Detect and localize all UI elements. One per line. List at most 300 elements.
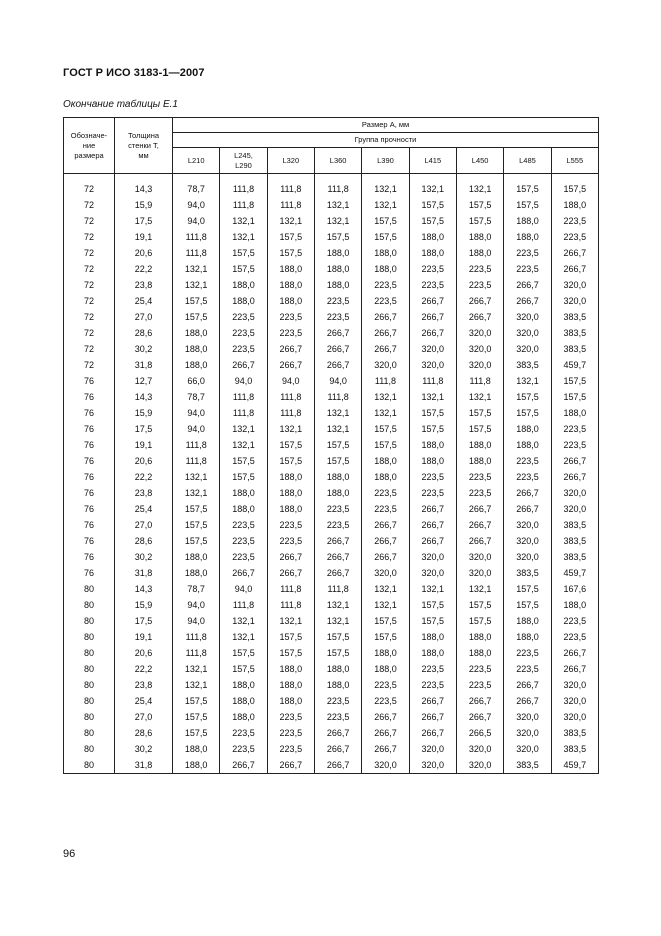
size-cell: 72 xyxy=(64,261,115,277)
value-cell: 188,0 xyxy=(267,469,314,485)
table-row xyxy=(64,501,599,517)
value-cell: 157,5 xyxy=(173,693,220,709)
value-cell: 223,5 xyxy=(456,277,503,293)
table-row xyxy=(64,229,599,245)
value-cell: 157,5 xyxy=(409,597,456,613)
value-cell: 320,0 xyxy=(504,725,551,741)
value-cell: 266,7 xyxy=(267,357,314,373)
size-cell: 80 xyxy=(64,709,115,725)
wall-thickness-cell: 20,6 xyxy=(115,645,173,661)
grade-header-cell: L360 xyxy=(314,148,361,174)
value-cell: 266,7 xyxy=(362,725,409,741)
value-cell: 266,7 xyxy=(314,533,361,549)
value-cell: 157,5 xyxy=(409,421,456,437)
value-cell: 223,5 xyxy=(456,677,503,693)
value-cell: 320,0 xyxy=(362,357,409,373)
wall-thickness-cell: 17,5 xyxy=(115,213,173,229)
value-cell: 320,0 xyxy=(551,485,598,501)
table-row xyxy=(64,661,599,677)
table-row xyxy=(64,357,599,373)
grade-header-cell: L415 xyxy=(409,148,456,174)
value-cell: 266,7 xyxy=(456,501,503,517)
value-cell: 157,5 xyxy=(173,517,220,533)
value-cell: 111,8 xyxy=(409,373,456,389)
value-cell: 132,1 xyxy=(456,389,503,405)
value-cell: 223,5 xyxy=(456,661,503,677)
value-cell: 223,5 xyxy=(267,709,314,725)
wall-thickness-cell: 28,6 xyxy=(115,325,173,341)
value-cell: 157,5 xyxy=(504,197,551,213)
size-cell: 76 xyxy=(64,533,115,549)
value-cell: 157,5 xyxy=(314,437,361,453)
value-cell: 223,5 xyxy=(267,517,314,533)
table-row xyxy=(64,197,599,213)
value-cell: 320,0 xyxy=(409,757,456,774)
value-cell: 188,0 xyxy=(409,245,456,261)
grade-header-cell: L450 xyxy=(456,148,503,174)
value-cell: 188,0 xyxy=(173,741,220,757)
value-cell: 157,5 xyxy=(362,229,409,245)
wall-thickness-cell: 25,4 xyxy=(115,501,173,517)
value-cell: 157,5 xyxy=(220,661,267,677)
table-row xyxy=(64,549,599,565)
value-cell: 266,7 xyxy=(551,453,598,469)
value-cell: 320,0 xyxy=(409,741,456,757)
value-cell: 157,5 xyxy=(362,613,409,629)
value-cell: 188,0 xyxy=(551,405,598,421)
value-cell: 94,0 xyxy=(173,421,220,437)
value-cell: 223,5 xyxy=(267,741,314,757)
value-cell: 383,5 xyxy=(551,549,598,565)
value-cell: 111,8 xyxy=(220,181,267,197)
value-cell: 111,8 xyxy=(314,581,361,597)
header-wall-line-1: Толщина xyxy=(127,130,160,140)
value-cell: 132,1 xyxy=(362,405,409,421)
value-cell: 266,7 xyxy=(504,677,551,693)
value-cell: 188,0 xyxy=(173,549,220,565)
value-cell: 132,1 xyxy=(220,421,267,437)
table-row xyxy=(64,181,599,197)
header-wall-line-3: мм xyxy=(138,150,149,160)
wall-thickness-cell: 31,8 xyxy=(115,565,173,581)
size-cell: 76 xyxy=(64,373,115,389)
value-cell: 266,7 xyxy=(220,757,267,774)
value-cell: 157,5 xyxy=(504,581,551,597)
value-cell: 320,0 xyxy=(504,533,551,549)
value-cell: 320,0 xyxy=(551,677,598,693)
value-cell: 157,5 xyxy=(551,373,598,389)
table-row xyxy=(64,453,599,469)
value-cell: 266,7 xyxy=(504,501,551,517)
value-cell: 188,0 xyxy=(504,613,551,629)
value-cell: 320,0 xyxy=(409,341,456,357)
value-cell: 157,5 xyxy=(456,613,503,629)
value-cell: 223,5 xyxy=(267,309,314,325)
value-cell: 266,7 xyxy=(362,741,409,757)
value-cell: 266,7 xyxy=(456,517,503,533)
value-cell: 459,7 xyxy=(551,757,598,774)
value-cell: 188,0 xyxy=(409,437,456,453)
size-cell: 80 xyxy=(64,693,115,709)
value-cell: 188,0 xyxy=(314,245,361,261)
size-cell: 76 xyxy=(64,501,115,517)
value-cell: 266,7 xyxy=(314,549,361,565)
size-cell: 80 xyxy=(64,677,115,693)
value-cell: 188,0 xyxy=(314,277,361,293)
value-cell: 266,7 xyxy=(314,757,361,774)
value-cell: 223,5 xyxy=(267,533,314,549)
value-cell: 223,5 xyxy=(409,277,456,293)
value-cell: 320,0 xyxy=(551,693,598,709)
value-cell: 157,5 xyxy=(409,613,456,629)
value-cell: 223,5 xyxy=(504,645,551,661)
value-cell: 188,0 xyxy=(314,261,361,277)
value-cell: 157,5 xyxy=(173,309,220,325)
size-cell: 80 xyxy=(64,629,115,645)
wall-thickness-cell: 12,7 xyxy=(115,373,173,389)
wall-thickness-cell: 17,5 xyxy=(115,421,173,437)
value-cell: 78,7 xyxy=(173,581,220,597)
value-cell: 188,0 xyxy=(362,469,409,485)
value-cell: 223,5 xyxy=(220,325,267,341)
value-cell: 132,1 xyxy=(173,277,220,293)
value-cell: 320,0 xyxy=(456,565,503,581)
table-row xyxy=(64,309,599,325)
value-cell: 188,0 xyxy=(551,197,598,213)
value-cell: 157,5 xyxy=(504,181,551,197)
table-row xyxy=(64,261,599,277)
value-cell: 383,5 xyxy=(504,757,551,774)
value-cell: 223,5 xyxy=(504,469,551,485)
size-cell: 72 xyxy=(64,325,115,341)
size-cell: 72 xyxy=(64,245,115,261)
value-cell: 223,5 xyxy=(409,261,456,277)
value-cell: 188,0 xyxy=(267,677,314,693)
wall-thickness-cell: 20,6 xyxy=(115,453,173,469)
value-cell: 383,5 xyxy=(551,341,598,357)
value-cell: 132,1 xyxy=(409,581,456,597)
value-cell: 320,0 xyxy=(456,549,503,565)
value-cell: 157,5 xyxy=(551,389,598,405)
value-cell: 188,0 xyxy=(504,229,551,245)
table-row xyxy=(64,565,599,581)
size-cell: 76 xyxy=(64,517,115,533)
value-cell: 188,0 xyxy=(314,485,361,501)
value-cell: 157,5 xyxy=(504,405,551,421)
value-cell: 223,5 xyxy=(504,261,551,277)
value-cell: 188,0 xyxy=(551,597,598,613)
value-cell: 223,5 xyxy=(409,469,456,485)
value-cell: 157,5 xyxy=(362,629,409,645)
value-cell: 266,7 xyxy=(504,277,551,293)
value-cell: 266,7 xyxy=(314,565,361,581)
value-cell: 266,7 xyxy=(362,533,409,549)
value-cell: 157,5 xyxy=(409,213,456,229)
value-cell: 111,8 xyxy=(173,437,220,453)
value-cell: 111,8 xyxy=(173,229,220,245)
value-cell: 157,5 xyxy=(409,197,456,213)
value-cell: 383,5 xyxy=(551,741,598,757)
wall-thickness-cell: 25,4 xyxy=(115,693,173,709)
value-cell: 157,5 xyxy=(220,261,267,277)
value-cell: 78,7 xyxy=(173,389,220,405)
value-cell: 266,7 xyxy=(314,357,361,373)
value-cell: 188,0 xyxy=(409,229,456,245)
value-cell: 132,1 xyxy=(456,581,503,597)
grade-header-cell: L555 xyxy=(551,148,598,174)
table-row xyxy=(64,677,599,693)
value-cell: 223,5 xyxy=(314,501,361,517)
table-row xyxy=(64,245,599,261)
size-cell: 72 xyxy=(64,341,115,357)
value-cell: 188,0 xyxy=(362,261,409,277)
wall-thickness-cell: 20,6 xyxy=(115,245,173,261)
size-cell: 80 xyxy=(64,741,115,757)
value-cell: 223,5 xyxy=(314,693,361,709)
value-cell: 223,5 xyxy=(314,293,361,309)
value-cell: 266,7 xyxy=(409,533,456,549)
value-cell: 111,8 xyxy=(220,405,267,421)
value-cell: 157,5 xyxy=(220,645,267,661)
value-cell: 383,5 xyxy=(504,565,551,581)
value-cell: 111,8 xyxy=(267,405,314,421)
table-row xyxy=(64,597,599,613)
value-cell: 320,0 xyxy=(551,709,598,725)
value-cell: 383,5 xyxy=(551,309,598,325)
value-cell: 266,7 xyxy=(362,309,409,325)
value-cell: 266,7 xyxy=(409,309,456,325)
wall-thickness-cell: 25,4 xyxy=(115,293,173,309)
value-cell: 111,8 xyxy=(267,389,314,405)
table-row xyxy=(64,725,599,741)
wall-thickness-cell: 14,3 xyxy=(115,581,173,597)
wall-thickness-cell: 27,0 xyxy=(115,309,173,325)
size-cell: 76 xyxy=(64,469,115,485)
size-cell: 76 xyxy=(64,389,115,405)
table-row xyxy=(64,645,599,661)
value-cell: 132,1 xyxy=(173,661,220,677)
wall-thickness-cell: 28,6 xyxy=(115,725,173,741)
value-cell: 266,7 xyxy=(409,709,456,725)
value-cell: 223,5 xyxy=(362,485,409,501)
value-cell: 266,7 xyxy=(456,693,503,709)
value-cell: 266,7 xyxy=(409,693,456,709)
value-cell: 157,5 xyxy=(173,501,220,517)
value-cell: 188,0 xyxy=(173,341,220,357)
size-cell: 76 xyxy=(64,549,115,565)
value-cell: 157,5 xyxy=(267,437,314,453)
value-cell: 320,0 xyxy=(504,325,551,341)
value-cell: 320,0 xyxy=(551,293,598,309)
value-cell: 383,5 xyxy=(551,517,598,533)
size-cell: 76 xyxy=(64,437,115,453)
size-cell: 76 xyxy=(64,405,115,421)
value-cell: 266,7 xyxy=(504,693,551,709)
value-cell: 132,1 xyxy=(362,597,409,613)
value-cell: 188,0 xyxy=(267,501,314,517)
table-row xyxy=(64,325,599,341)
value-cell: 94,0 xyxy=(173,405,220,421)
value-cell: 223,5 xyxy=(267,725,314,741)
value-cell: 188,0 xyxy=(409,629,456,645)
value-cell: 132,1 xyxy=(314,197,361,213)
value-cell: 188,0 xyxy=(173,757,220,774)
table-row xyxy=(64,517,599,533)
value-cell: 266,7 xyxy=(551,469,598,485)
value-cell: 157,5 xyxy=(220,469,267,485)
value-cell: 132,1 xyxy=(314,613,361,629)
value-cell: 157,5 xyxy=(314,453,361,469)
value-cell: 320,0 xyxy=(409,357,456,373)
value-cell: 132,1 xyxy=(409,181,456,197)
value-cell: 188,0 xyxy=(267,293,314,309)
value-cell: 266,7 xyxy=(504,485,551,501)
value-cell: 266,7 xyxy=(362,517,409,533)
value-cell: 157,5 xyxy=(267,453,314,469)
value-cell: 266,7 xyxy=(362,549,409,565)
value-cell: 188,0 xyxy=(314,469,361,485)
wall-thickness-cell: 22,2 xyxy=(115,469,173,485)
value-cell: 223,5 xyxy=(267,325,314,341)
value-cell: 78,7 xyxy=(173,181,220,197)
value-cell: 320,0 xyxy=(362,565,409,581)
wall-thickness-cell: 19,1 xyxy=(115,437,173,453)
value-cell: 188,0 xyxy=(220,677,267,693)
value-cell: 188,0 xyxy=(314,677,361,693)
value-cell: 188,0 xyxy=(220,709,267,725)
value-cell: 266,7 xyxy=(551,645,598,661)
value-cell: 266,5 xyxy=(456,725,503,741)
value-cell: 266,7 xyxy=(409,501,456,517)
value-cell: 266,7 xyxy=(267,341,314,357)
value-cell: 223,5 xyxy=(456,261,503,277)
value-cell: 320,0 xyxy=(456,357,503,373)
value-cell: 223,5 xyxy=(504,661,551,677)
value-cell: 132,1 xyxy=(173,677,220,693)
value-cell: 223,5 xyxy=(314,709,361,725)
value-cell: 111,8 xyxy=(362,373,409,389)
value-cell: 223,5 xyxy=(362,693,409,709)
value-cell: 266,7 xyxy=(456,293,503,309)
value-cell: 188,0 xyxy=(362,645,409,661)
size-cell: 80 xyxy=(64,597,115,613)
table-row xyxy=(64,757,599,774)
value-cell: 188,0 xyxy=(267,661,314,677)
size-cell: 72 xyxy=(64,277,115,293)
value-cell: 157,5 xyxy=(456,213,503,229)
wall-thickness-cell: 23,8 xyxy=(115,485,173,501)
value-cell: 266,7 xyxy=(267,757,314,774)
wall-thickness-cell: 31,8 xyxy=(115,757,173,774)
size-cell: 76 xyxy=(64,453,115,469)
wall-thickness-cell: 15,9 xyxy=(115,597,173,613)
size-cell: 72 xyxy=(64,309,115,325)
value-cell: 132,1 xyxy=(362,389,409,405)
table-row xyxy=(64,581,599,597)
value-cell: 132,1 xyxy=(220,229,267,245)
value-cell: 157,5 xyxy=(362,437,409,453)
value-cell: 320,0 xyxy=(504,517,551,533)
value-cell: 223,5 xyxy=(551,437,598,453)
value-cell: 320,0 xyxy=(456,325,503,341)
value-cell: 383,5 xyxy=(551,533,598,549)
value-cell: 111,8 xyxy=(220,597,267,613)
value-cell: 320,0 xyxy=(456,757,503,774)
size-cell: 72 xyxy=(64,293,115,309)
table-row xyxy=(64,709,599,725)
value-cell: 132,1 xyxy=(220,213,267,229)
value-cell: 223,5 xyxy=(504,245,551,261)
value-cell: 132,1 xyxy=(314,213,361,229)
value-cell: 94,0 xyxy=(173,613,220,629)
value-cell: 157,5 xyxy=(220,245,267,261)
table-row xyxy=(64,629,599,645)
value-cell: 157,5 xyxy=(314,629,361,645)
wall-thickness-cell: 15,9 xyxy=(115,405,173,421)
value-cell: 223,5 xyxy=(220,725,267,741)
value-cell: 188,0 xyxy=(456,645,503,661)
value-cell: 188,0 xyxy=(456,229,503,245)
value-cell: 266,7 xyxy=(409,517,456,533)
value-cell: 94,0 xyxy=(220,373,267,389)
wall-thickness-cell: 14,3 xyxy=(115,181,173,197)
value-cell: 223,5 xyxy=(551,421,598,437)
value-cell: 132,1 xyxy=(173,485,220,501)
value-cell: 132,1 xyxy=(314,597,361,613)
table-caption: Окончание таблицы Е.1 xyxy=(63,99,178,110)
value-cell: 320,0 xyxy=(551,277,598,293)
value-cell: 157,5 xyxy=(267,245,314,261)
value-cell: 223,5 xyxy=(314,309,361,325)
value-cell: 111,8 xyxy=(267,597,314,613)
header-strength-group: Группа прочности xyxy=(173,133,599,148)
wall-thickness-cell: 22,2 xyxy=(115,661,173,677)
size-cell: 72 xyxy=(64,213,115,229)
value-cell: 223,5 xyxy=(551,213,598,229)
table-row xyxy=(64,293,599,309)
grade-header-cell: L320 xyxy=(267,148,314,174)
value-cell: 320,0 xyxy=(551,501,598,517)
value-cell: 320,0 xyxy=(456,741,503,757)
value-cell: 111,8 xyxy=(456,373,503,389)
value-cell: 223,5 xyxy=(362,277,409,293)
value-cell: 157,5 xyxy=(314,645,361,661)
value-cell: 266,7 xyxy=(362,709,409,725)
size-cell: 76 xyxy=(64,421,115,437)
value-cell: 320,0 xyxy=(504,709,551,725)
size-cell: 72 xyxy=(64,181,115,197)
value-cell: 66,0 xyxy=(173,373,220,389)
value-cell: 266,7 xyxy=(220,565,267,581)
value-cell: 188,0 xyxy=(220,293,267,309)
value-cell: 188,0 xyxy=(456,245,503,261)
value-cell: 132,1 xyxy=(173,261,220,277)
value-cell: 320,0 xyxy=(409,549,456,565)
value-cell: 188,0 xyxy=(362,661,409,677)
value-cell: 188,0 xyxy=(409,453,456,469)
table-row xyxy=(64,613,599,629)
value-cell: 266,7 xyxy=(551,261,598,277)
value-cell: 188,0 xyxy=(409,645,456,661)
value-cell: 111,8 xyxy=(173,245,220,261)
value-cell: 94,0 xyxy=(267,373,314,389)
value-cell: 266,7 xyxy=(267,549,314,565)
value-cell: 223,5 xyxy=(220,549,267,565)
value-cell: 188,0 xyxy=(173,325,220,341)
size-cell: 80 xyxy=(64,725,115,741)
value-cell: 459,7 xyxy=(551,357,598,373)
value-cell: 320,0 xyxy=(362,757,409,774)
